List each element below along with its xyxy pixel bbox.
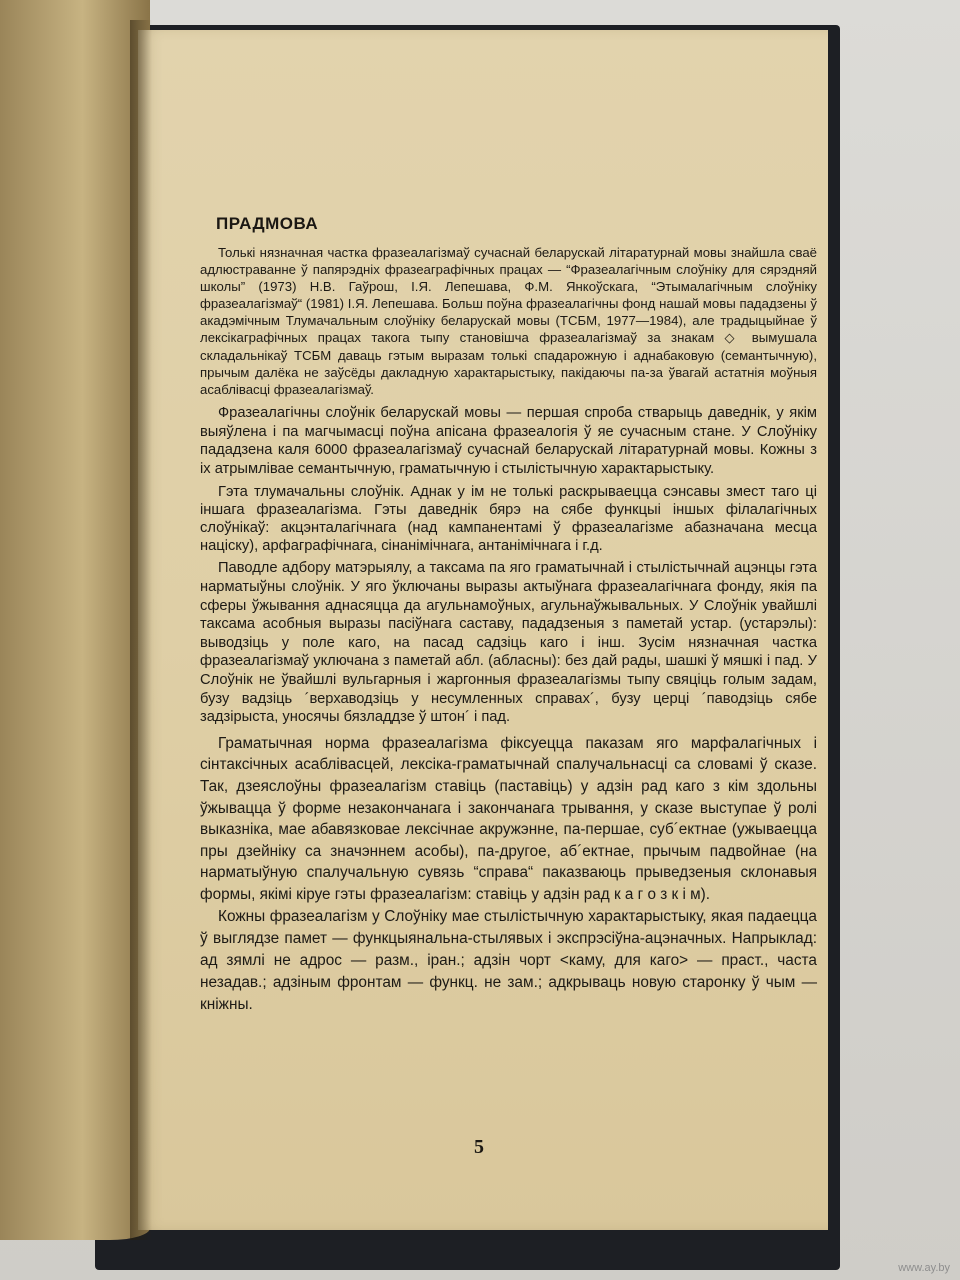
page-heading: ПРАДМОВА <box>216 214 319 233</box>
page-number: 5 <box>474 1136 484 1158</box>
watermark: www.ay.by <box>898 1262 950 1274</box>
paragraph: Гэта тлумачальны слоўнік. Аднак у ім не толькі раскрываецца сэнсавы змест таго ці іншага фразеалагізма. Гэты даведнік бярэ на сябе функцыі іншых філалагічных слоўнікаў: акцэнталагічнага (над кампанентамі ў фразеалагізме абазначана месца націску), арфаграфічнага, сінанімічнага, антанімічнага і г.д. <box>200 483 817 555</box>
paragraph: Кожны фразеалагізм у Слоўніку мае стылістычную характарыстыку, якая падаецца ў выглядзе памет — функцыянальна-стылявых і экспрэсіўна-ацэначных. Напрыклад: ад зямлі не адрос — разм., іран.; адзін чорт <каму, для каго> — праст., часта незадав.; адзіным фронтам — функц. не зам.; адкрываць новую старонку ў чым — кніжны. <box>200 907 817 1013</box>
page-body <box>200 244 817 1016</box>
paragraph: Фразеалагічны слоўнік беларускай мовы — першая спроба стварыць даведнік, у якім выяўлена і па магчымасці поўна апісана фразеалогія ў яе сучасным стане. У Слоўніку пададзена каля 6000 фразеалагізмаў сучаснай беларускай літаратурнай мовы. Кожны з іх атрымлівае семантычную, граматычную і стылістычную характарыстыку. <box>200 404 817 477</box>
left-page-edge <box>0 0 150 1240</box>
paragraph: Граматычная норма фразеалагізма фіксуецца паказам яго марфалагічных і сінтаксічных асаблівасцей, лексіка-граматычнай спалучальнасці са словамі ў сказе. Так, дзеяслоўны фразеалагізм ставіць (паставіць) у адзін рад каго з кім здольны ўжывацца ў форме незакончанага і закончанага трывання, у сказе выступае ў ролі выказніка, мае абавязковае лексічнае акружэнне, па-першае, суб´ектнае (ужываецца пры дзейніку са значэннем асобы), па-другое, аб´ектнае, прычым падвойнае (на нарматыўную спалучальную сувязь “справа“ паказваюць прыведзеныя склонавыя формы, якімі кіруе гэты фразеалагізм: ставіць у адзін рад к а г о з к і м). <box>200 734 817 903</box>
page-gutter <box>130 20 152 1240</box>
paragraph: Паводле адбору матэрыялу, а таксама па яго граматычнай і стылістычнай ацэнцы гэта нарматыўны слоўнік. У яго ўключаны выразы актыўнага фразеалагічнага фонду, якія па сферы ўжывання аднасяцца да агульнамоўных, агульнаўжывальных. У Слоўнік увайшлі таксама асобныя выразы пасіўнага саставу, пададзеныя з паметай устар. (устарэлы): выводзіць у поле каго, на пасад садзіць каго і інш. Зусім нязначная частка фразеалагізмаў уключана з паметай абл. (абласны): без дай рады, шашкі ў мяшкі і пад. У Слоўнік не ўвайшлі вульгарныя і жаргонныя фразеалагізмы тыпу свяціць голым задам, бузу вадзіць ´верхаводзіць у несумленных справах´, бузу церці ´паводзіць сябе задзірыста, уносячы бязладдзе ў штон´ і пад. <box>200 560 817 726</box>
paragraph: Толькі нязначная частка фразеалагізмаў сучаснай беларускай літаратурнай мовы знайшла сваё адлюстраванне ў папярэдніх фразеаграфічных працах — “Фразеалагічным слоўніку для сярэдняй школы” (1973) Н.В. Гаўрош, І.Я. Лепешава, Ф.М. Янкоўскага, “Этымалагічным слоўніку фразеалагізмаў“ (1981) І.Я. Лепешава. Больш поўна фразеалагічны фонд нашай мовы пададзены ў акадэмічным Тлумачальным слоўніку беларускай мовы (ТСБМ, 1977—1984), але традыцыйнае ў лексікаграфічных працах такога тыпу становішча фразеалагізмаў за знакам ◇ вымушала складальнікаў ТСБМ даваць гэтым выразам толькі спадарожную і аднабаковую (семантычную), прычым далёка не заўсёды дакладную характарыстыку, пакідаючы па-за ўвагай астатнія моўныя асаблівасці фразеалагізмаў. <box>200 245 817 397</box>
